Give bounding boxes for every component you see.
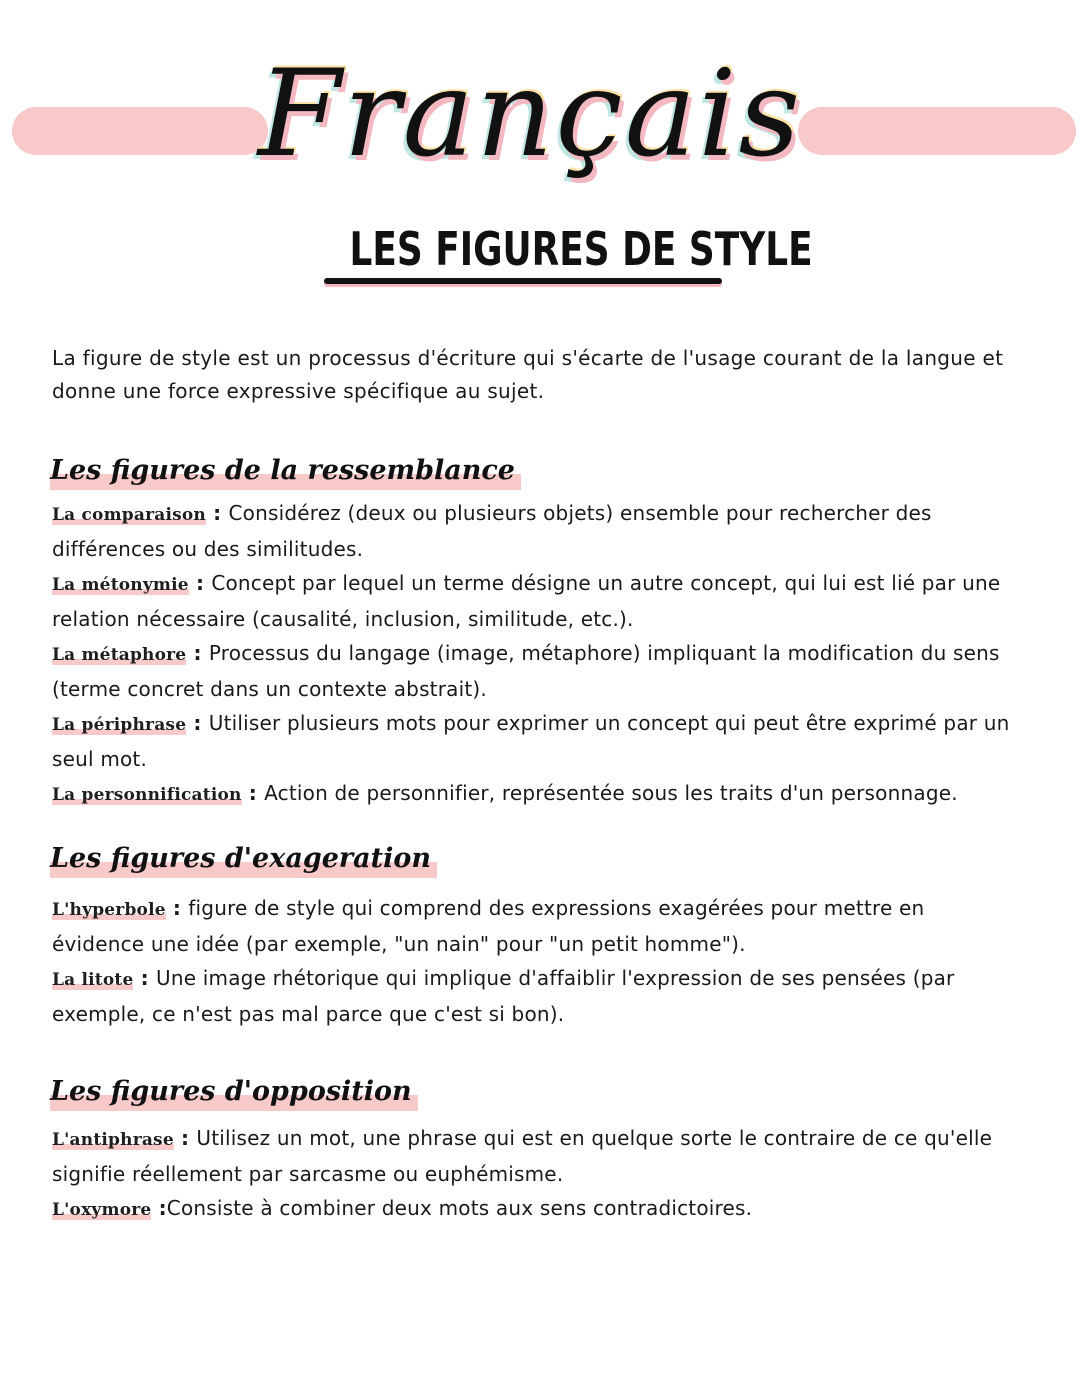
definition-item: La métonymie : Concept par lequel un terme désigne un autre concept, qui lui est lié par une relation nécessaire (causalité, inclusion, similitude, etc.). xyxy=(52,571,1001,631)
definition-text: Action de personnifier, représentée sous les traits d'un personnage. xyxy=(264,781,958,805)
definition-term: L'oxymore xyxy=(52,1200,152,1220)
definition-term: La personnification xyxy=(52,785,242,805)
decorative-pill-left xyxy=(12,107,268,155)
section-exageration-list xyxy=(52,891,1017,1031)
definition-term: La métonymie xyxy=(52,575,189,595)
section-ressemblance-list xyxy=(52,496,1017,812)
definition-text: Une image rhétorique qui implique d'affaiblir l'expression de ses pensées (par exemple, ce n'est pas mal parce que c'est si bon). xyxy=(52,966,955,1026)
decorative-pill-right xyxy=(798,107,1076,155)
definition-term: La comparaison xyxy=(52,505,206,525)
definition-item: La comparaison : Considérez (deux ou plusieurs objets) ensemble pour rechercher des différences ou des similitudes. xyxy=(52,501,932,561)
page-title: Français xyxy=(257,45,803,184)
definition-term: L'antiphrase xyxy=(52,1130,174,1150)
definition-item: La métaphore : Processus du langage (image, métaphore) impliquant la modification du sens (terme concret dans un contexte abstrait). xyxy=(52,641,1000,701)
definition-term: La périphrase xyxy=(52,715,187,735)
definition-text: Utiliser plusieurs mots pour exprimer un concept qui peut être exprimé par un seul mot. xyxy=(52,711,1010,771)
definition-text: figure de style qui comprend des expressions exagérées pour mettre en évidence une idée (par exemple, "un nain" pour "un petit homme"). xyxy=(52,896,925,956)
definition-item: La litote : Une image rhétorique qui implique d'affaiblir l'expression de ses pensées (par exemple, ce n'est pas mal parce que c'est si bon). xyxy=(52,966,955,1026)
definition-item: La personnification : Action de personnifier, représentée sous les traits d'un personnage. xyxy=(52,781,958,805)
section-opposition-list xyxy=(52,1121,1017,1227)
definition-item: L'antiphrase : Utilisez un mot, une phrase qui est en quelque sorte le contraire de ce qu'elle signifie réellement par sarcasme ou euphémisme. xyxy=(52,1126,993,1186)
definition-term: La litote xyxy=(52,970,134,990)
section-title-opposition: Les figures d'opposition xyxy=(50,1073,418,1111)
definition-item: La périphrase : Utiliser plusieurs mots pour exprimer un concept qui peut être exprimé par un seul mot. xyxy=(52,711,1010,771)
definition-item: L'oxymore :Consiste à combiner deux mots aux sens contradictoires. xyxy=(52,1196,753,1220)
definition-text: Consiste à combiner deux mots aux sens contradictoires. xyxy=(166,1196,753,1220)
definition-term: L'hyperbole xyxy=(52,900,166,920)
definition-text: Concept par lequel un terme désigne un autre concept, qui lui est lié par une relation nécessaire (causalité, inclusion, similitude, etc.). xyxy=(52,571,1001,631)
definition-text: Utilisez un mot, une phrase qui est en quelque sorte le contraire de ce qu'elle signifie réellement par sarcasme ou euphémisme. xyxy=(52,1126,993,1186)
definition-text: Processus du langage (image, métaphore) impliquant la modification du sens (terme concret dans un contexte abstrait). xyxy=(52,641,1000,701)
section-title-exageration: Les figures d'exageration xyxy=(50,840,437,878)
definition-text: Considérez (deux ou plusieurs objets) ensemble pour rechercher des différences ou des similitudes. xyxy=(52,501,932,561)
intro-paragraph: La figure de style est un processus d'écriture qui s'écarte de l'usage courant de la langue et donne une force expressive spécifique au sujet. xyxy=(52,346,1004,403)
definition-term: La métaphore xyxy=(52,645,187,665)
section-title-ressemblance: Les figures de la ressemblance xyxy=(50,452,521,490)
subtitle-underline xyxy=(324,278,722,284)
page-subtitle: LES FIGURES DE STYLE xyxy=(349,222,813,276)
definition-item: L'hyperbole : figure de style qui comprend des expressions exagérées pour mettre en évidence une idée (par exemple, "un nain" pour "un petit homme"). xyxy=(52,896,925,956)
